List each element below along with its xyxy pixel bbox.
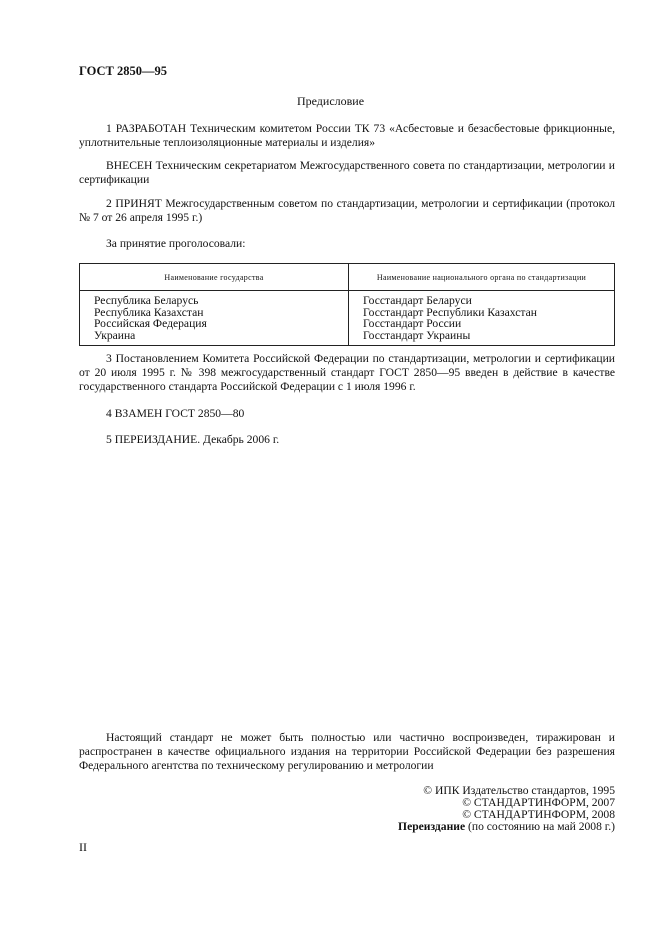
column-header-body: Наименование национального органа по стандартизации [349, 264, 615, 291]
standard-code: ГОСТ 2850—95 [79, 64, 168, 78]
paragraph-introduced: ВНЕСЕН Техническим секретариатом Межгосударственного совета по стандартизации, метрологии и сертификации [79, 159, 615, 186]
paragraph-replaces: 4 ВЗАМЕН ГОСТ 2850—80 [106, 407, 245, 420]
state-name: Республика Беларусь [94, 294, 199, 307]
reissue-note: (по состоянию на май 2008 г.) [468, 820, 615, 833]
column-header-state: Наименование государства [80, 264, 349, 291]
page-title: Предисловие [296, 94, 365, 108]
body-name: Госстандарт Украины [363, 328, 471, 342]
paragraph-adopted: 2 ПРИНЯТ Межгосударственным советом по стандартизации, метрологии и сертификации (протокол № 7 от 26 апреля 1995 г.) [79, 197, 615, 224]
copyright-block [360, 785, 615, 833]
voting-table [79, 263, 615, 346]
copyright-line: © СТАНДАРТИНФОРМ, 2008 [462, 808, 615, 821]
state-name: Российская Федерация [94, 317, 207, 330]
bodies-cell [349, 291, 615, 346]
page-number: II [79, 840, 87, 854]
state-name: Украина [94, 328, 136, 342]
copyright-notice: Настоящий стандарт не может быть полностью или частично воспроизведен, тиражирован и распространен в качестве официального издания на территории Российской Федерации без разрешения Федерального агентства по техническому регулированию и метрологии [79, 731, 615, 772]
table-header-row [80, 264, 615, 291]
paragraph-developed: 1 РАЗРАБОТАН Техническим комитетом России ТК 73 «Асбестовые и безасбестовые фрикционные, уплотнительные теплоизоляционные материалы и изделия» [79, 122, 615, 149]
body-name: Госстандарт России [363, 317, 462, 330]
table-row [80, 291, 615, 346]
copyright-line: © ИПК Издательство стандартов, 1995 [423, 784, 615, 797]
states-cell [80, 291, 349, 346]
copyright-line: © СТАНДАРТИНФОРМ, 2007 [462, 796, 615, 809]
paragraph-voted: За принятие проголосовали: [106, 237, 246, 250]
reissue-line [360, 821, 615, 833]
body-name: Госстандарт Беларуси [363, 294, 472, 307]
paragraph-reissue: 5 ПЕРЕИЗДАНИЕ. Декабрь 2006 г. [106, 433, 280, 446]
paragraph-resolution: 3 Постановлением Комитета Российской Федерации по стандартизации, метрологии и сертификации от 20 июля 1995 г. № 398 межгосударственный стандарт ГОСТ 2850—95 введен в действие в качестве государственного стандарта Российской Федерации с 1 июля 1996 г. [79, 352, 615, 393]
state-name: Республика Казахстан [94, 305, 204, 319]
reissue-label: Переиздание [398, 820, 466, 833]
body-name: Госстандарт Республики Казахстан [363, 305, 537, 319]
